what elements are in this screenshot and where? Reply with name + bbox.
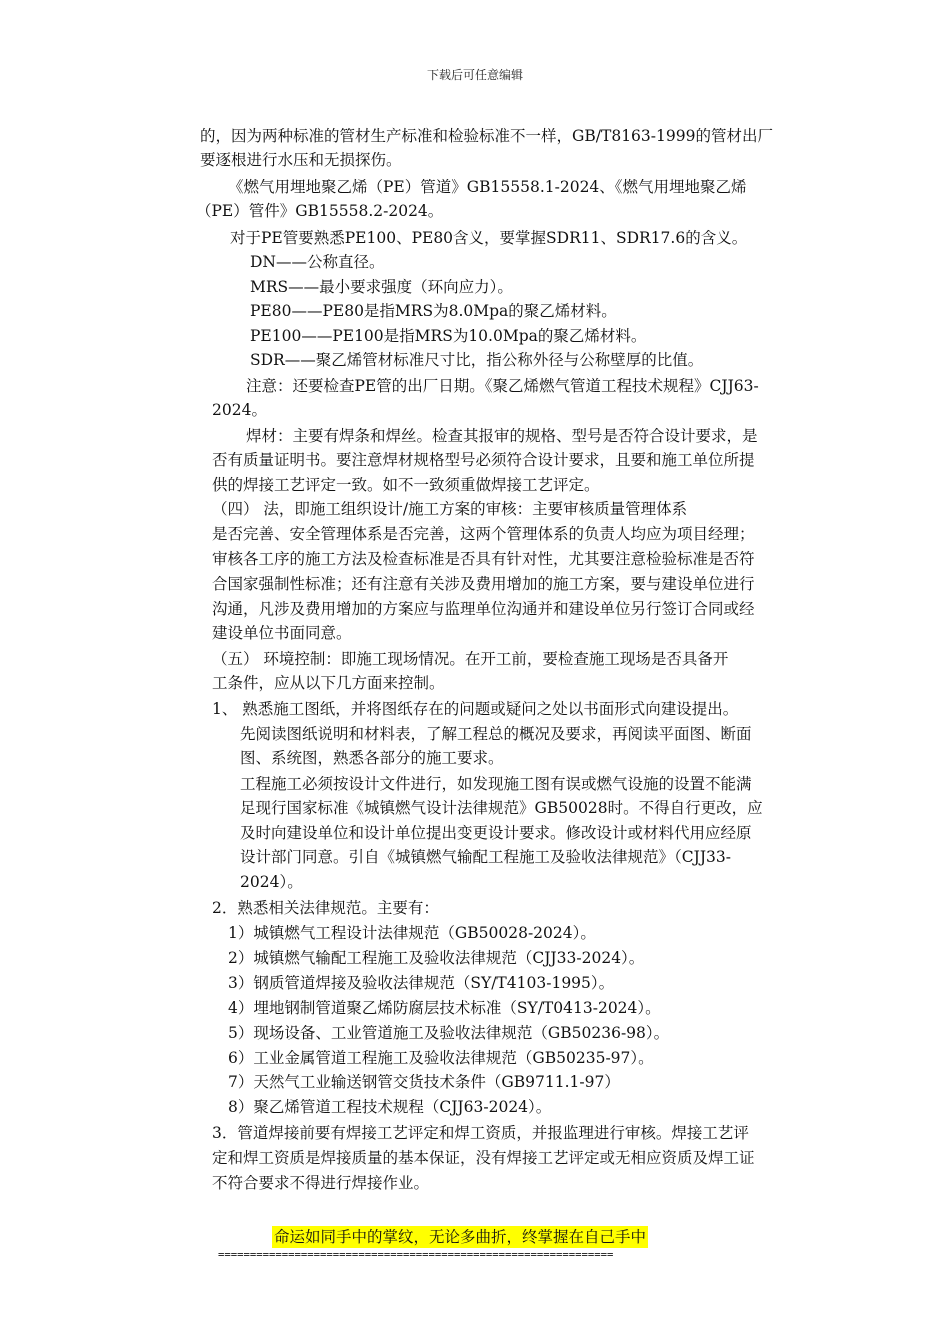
text-line: （五） 环境控制：即施工现场情况。在开工前，要检查施工现场是否具备开 xyxy=(212,650,729,668)
text-line: 要逐根进行水压和无损探伤。 xyxy=(200,151,402,169)
text-line: 建设单位书面同意。 xyxy=(212,624,352,642)
text-line: 《燃气用埋地聚乙烯（PE）管道》GB15558.1-2024、《燃气用埋地聚乙烯 xyxy=(228,178,747,196)
text-line: 审核各工序的施工方法及检查标准是否具有针对性，尤其要注意检验标准是否符 xyxy=(212,550,755,568)
text-line: 定和焊工资质是焊接质量的基本保证，没有焊接工艺评定或无相应资质及焊工证 xyxy=(212,1149,755,1167)
text-line: 对于PE管要熟悉PE100、PE80含义，要掌握SDR11、SDR17.6的含义。 xyxy=(230,229,748,247)
text-line: 设计部门同意。引自《城镇燃气输配工程施工及验收法律规范》（CJJ33- xyxy=(240,848,731,866)
text-line: 1、 熟悉施工图纸，并将图纸存在的问题或疑问之处以书面形式向建设提出。 xyxy=(212,700,739,718)
text-line: 2．熟悉相关法律规范。主要有： xyxy=(212,899,439,917)
text-line: 5）现场设备、工业管道施工及验收法律规范（GB50236-98）。 xyxy=(228,1024,670,1042)
text-line: 合国家强制性标准；还有注意有关涉及费用增加的施工方案，要与建设单位进行 xyxy=(212,575,755,593)
text-line: 3）钢质管道焊接及验收法律规范（SY/T4103-1995）。 xyxy=(228,974,615,992)
footer-motto: 命运如同手中的掌纹，无论多曲折，终掌握在自己手中 xyxy=(274,1228,647,1246)
text-line: 供的焊接工艺评定一致。如不一致须重做焊接工艺评定。 xyxy=(212,476,600,494)
text-line: 2024）。 xyxy=(240,873,303,891)
text-line: 3．管道焊接前要有焊接工艺评定和焊工资质，并报监理进行审核。焊接工艺评 xyxy=(212,1124,749,1142)
text-line: 4）埋地钢制管道聚乙烯防腐层技术标准（SY/T0413-2024）。 xyxy=(228,999,661,1017)
text-line: PE100——PE100是指MRS为10.0Mpa的聚乙烯材料。 xyxy=(250,327,647,345)
text-line: 注意：还要检查PE管的出厂日期。《聚乙烯燃气管道工程技术规程》CJJ63- xyxy=(246,377,759,395)
text-line: 足现行国家标准《城镇燃气设计法律规范》GB50028时。不得自行更改，应 xyxy=(240,799,763,817)
text-line: 焊材：主要有焊条和焊丝。检查其报审的规格、型号是否符合设计要求，是 xyxy=(246,427,758,445)
text-line: 7）天然气工业输送钢管交货技术条件（GB9711.1-97） xyxy=(228,1073,620,1091)
text-line: 是否完善、安全管理体系是否完善，这两个管理体系的负责人均应为项目经理； xyxy=(212,525,755,543)
text-line: DN——公称直径。 xyxy=(250,253,385,271)
text-line: 2）城镇燃气输配工程施工及验收法律规范（CJJ33-2024）。 xyxy=(228,949,645,967)
text-line: SDR——聚乙烯管材标准尺寸比，指公称外径与公称壁厚的比值。 xyxy=(250,351,704,369)
text-line: 6）工业金属管道工程施工及验收法律规范（GB50235-97）。 xyxy=(228,1049,654,1067)
text-line: 1）城镇燃气工程设计法律规范（GB50028-2024）。 xyxy=(228,924,596,942)
footer-divider: ============================================================== xyxy=(218,1249,614,1261)
text-line: MRS——最小要求强度（环向应力）。 xyxy=(250,278,513,296)
text-line: 8）聚乙烯管道工程技术规程（CJJ63-2024）。 xyxy=(228,1098,552,1116)
text-line: 不符合要求不得进行焊接作业。 xyxy=(212,1174,430,1192)
text-line: PE80——PE80是指MRS为8.0Mpa的聚乙烯材料。 xyxy=(250,302,617,320)
text-line: 先阅读图纸说明和材料表，了解工程总的概况及要求，再阅读平面图、断面 xyxy=(240,725,752,743)
text-line: 工条件，应从以下几方面来控制。 xyxy=(212,674,445,692)
text-line: 的，因为两种标准的管材生产标准和检验标准不一样，GB/T8163-1999的管材出厂 xyxy=(200,127,773,145)
text-line: 否有质量证明书。要注意焊材规格型号必须符合设计要求，且要和施工单位所提 xyxy=(212,451,755,469)
page-header: 下载后可任意编辑 xyxy=(426,68,523,82)
text-line: 2024。 xyxy=(212,401,267,419)
text-line: 沟通，凡涉及费用增加的方案应与监理单位沟通并和建设单位另行签订合同或经 xyxy=(212,600,755,618)
text-line: （四） 法，即施工组织设计/施工方案的审核：主要审核质量管理体系 xyxy=(212,500,688,518)
text-line: 工程施工必须按设计文件进行，如发现施工图有误或燃气设施的设置不能满 xyxy=(240,775,752,793)
text-line: 及时向建设单位和设计单位提出变更设计要求。修改设计或材料代用应经原 xyxy=(240,824,752,842)
text-line: （PE）管件》GB15558.2-2024。 xyxy=(196,202,444,220)
text-line: 图、系统图，熟悉各部分的施工要求。 xyxy=(240,749,504,767)
